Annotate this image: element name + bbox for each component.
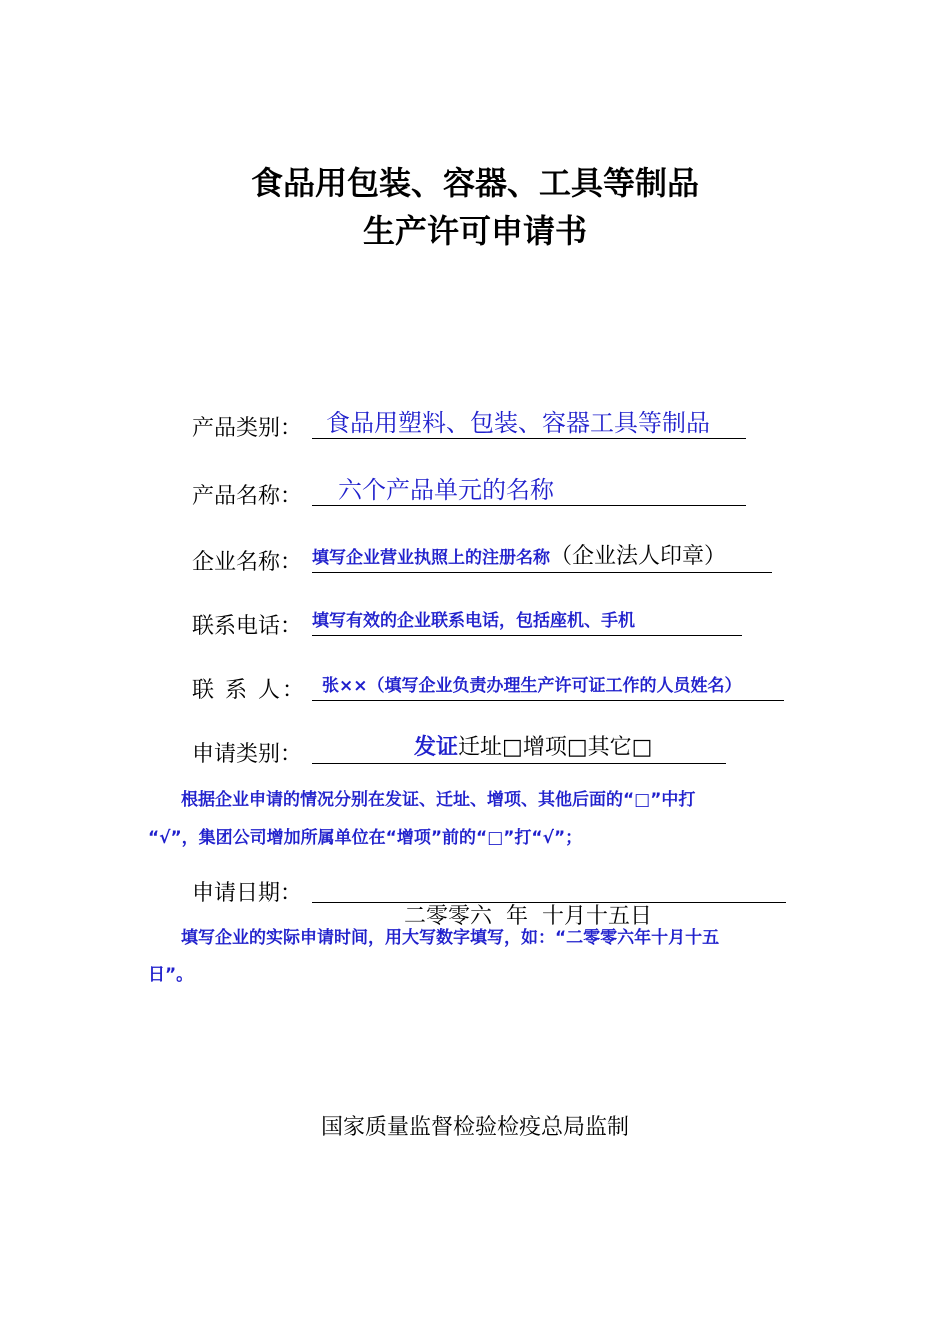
company-seal-note: （企业法人印章） [550,544,727,569]
title-line-2: 生产许可申请书 [362,212,587,250]
phone-label: 联系电话： [192,614,303,639]
company-name-hint: 填写企业营业执照上的注册名称 [312,548,550,568]
company-name-field[interactable] [312,542,772,573]
contact-value: 张××（填写企业负责办理生产许可证工作的人员姓名） [322,676,742,696]
apply-type-selected[interactable]: 发证 [414,735,459,760]
apply-date-label: 申请日期： [192,881,303,906]
product-name-label: 产品名称： [192,484,303,509]
apply-type-option-relocate[interactable]: 迁址□ [458,735,523,760]
apply-type-option-add-item[interactable]: 增项□ [522,735,588,760]
apply-type-note-line-1: 根据企业申请的情况分别在发证、迁址、增项、其他后面的“□”中打 [181,790,696,810]
product-category-label: 产品类别： [192,416,303,441]
product-category-field[interactable] [312,408,746,439]
apply-type-label: 申请类别： [192,742,303,767]
phone-value: 填写有效的企业联系电话，包括座机、手机 [312,611,635,631]
apply-date-note-line-1: 填写企业的实际申请时间，用大写数字填写，如：“二零零六年十月十五 [181,928,720,948]
product-name-value: 六个产品单元的名称 [338,476,554,504]
phone-field[interactable] [312,605,742,636]
company-name-label: 企业名称： [192,550,303,575]
product-category-value: 食品用塑料、包装、容器工具等制品 [326,409,710,437]
apply-date-field[interactable] [312,872,786,929]
product-name-field[interactable] [312,475,746,506]
apply-date-note-line-2: 日”。 [148,965,194,985]
apply-type-option-other[interactable]: 其它□ [587,735,653,760]
contact-field[interactable] [312,670,784,701]
apply-type-field[interactable] [312,733,726,764]
title-line-1: 食品用包装、容器、工具等制品 [250,164,699,202]
apply-type-note-line-2: “√”，集团公司增加所属单位在“增项”前的“□”打“√”； [148,828,583,848]
apply-date-value: 二零零六 年 十月十五日 [404,904,652,929]
contact-label: 联 系 人： [192,678,306,703]
issuer-footer: 国家质量监督检验检疫总局监制 [320,1115,629,1140]
